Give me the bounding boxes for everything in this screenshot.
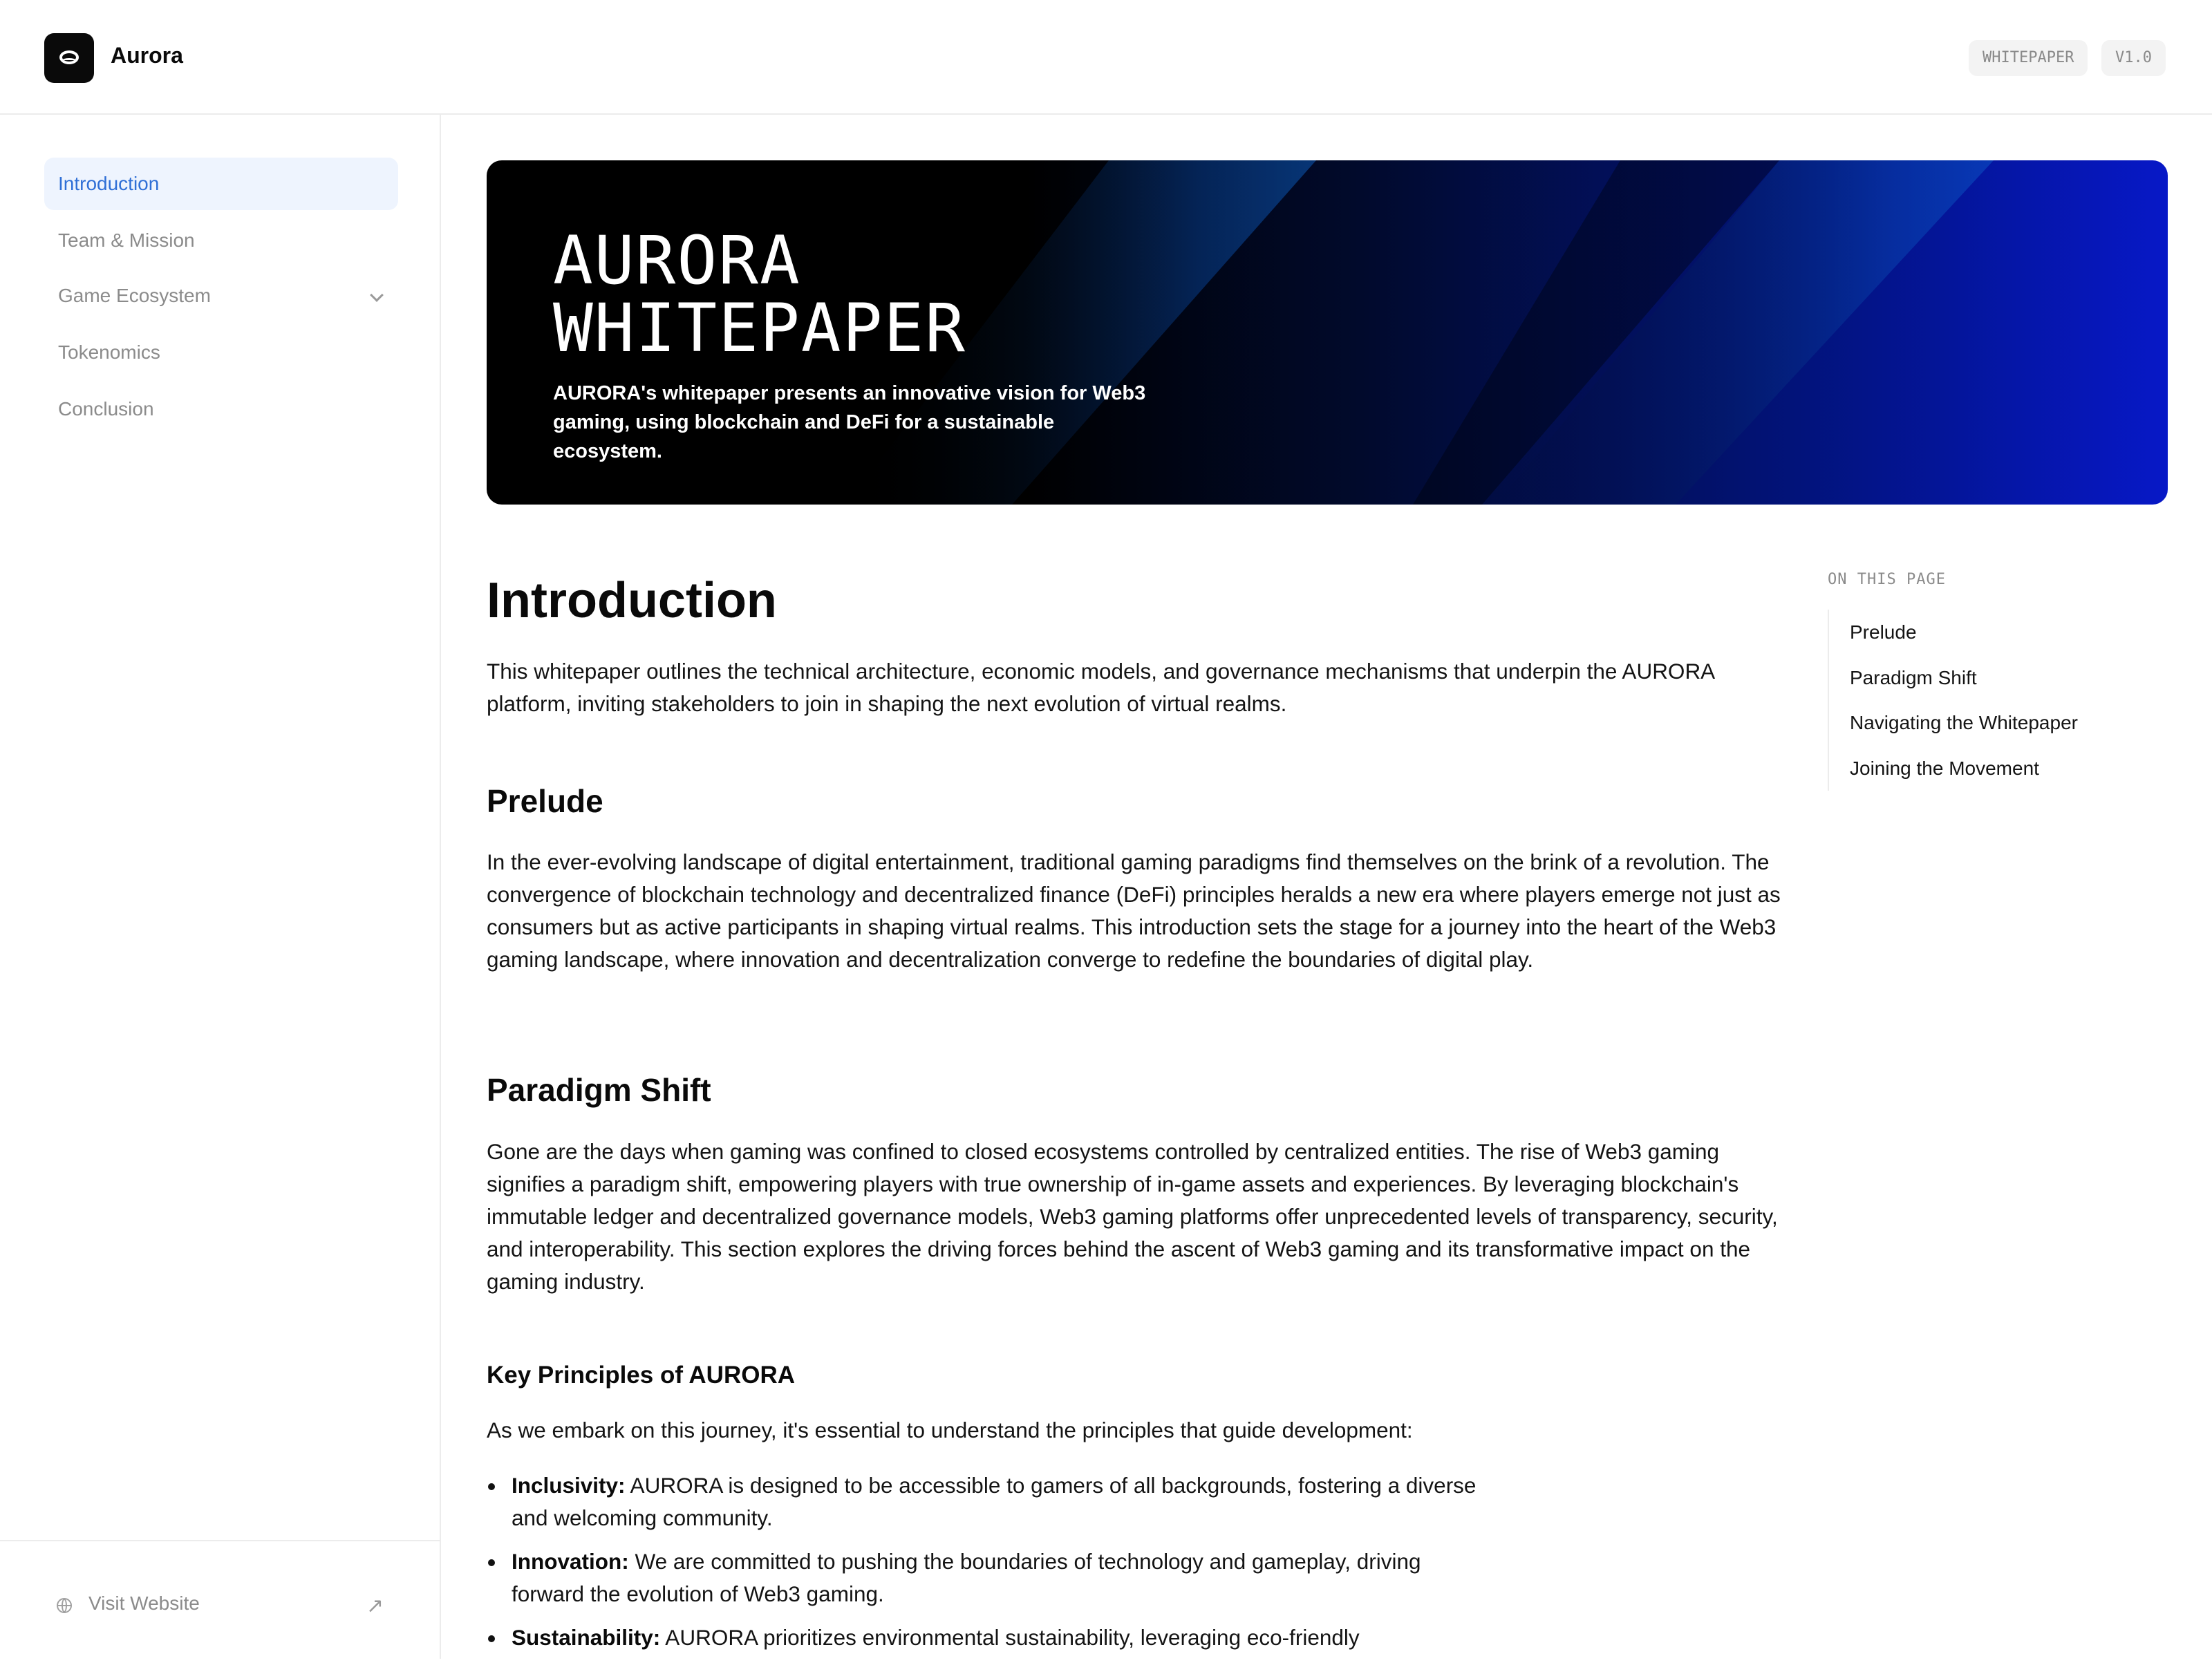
sidebar-item-game-ecosystem[interactable]: [44, 270, 398, 322]
principle-term: Inclusivity:: [512, 1473, 626, 1498]
intro-paragraph: This whitepaper outlines the technical architecture, economic models, and governance mechanisms that underpin the AURORA platform, inviting stakeholders to join in shaping the next evolution of virtual realms.: [487, 659, 1714, 716]
section-heading-prelude: Prelude: [487, 783, 603, 819]
visit-website-label: Visit Website: [88, 1592, 200, 1614]
list-item: [487, 1545, 1496, 1610]
hero-subtitle: AURORA's whitepaper presents an innovative vision for Web3 gaming, using blockchain and DeFi for a sustainable ecosystem.: [553, 382, 1146, 462]
section-heading-paradigm-shift: Paradigm Shift: [487, 1072, 711, 1108]
principle-term: Innovation:: [512, 1549, 629, 1574]
sidebar-item-tokenomics[interactable]: Tokenomics: [58, 341, 160, 363]
hero-title: [553, 222, 1313, 367]
chevron-down-icon[interactable]: [370, 288, 384, 302]
principles-list: [487, 1469, 1496, 1665]
globe-icon: [57, 1598, 72, 1613]
page-title: Introduction: [487, 573, 777, 628]
version-badge: V1.0: [2101, 40, 2166, 76]
principle-text: AURORA prioritizes environmental sustainability, leveraging eco-friendly: [660, 1625, 1360, 1650]
aurora-logo-icon[interactable]: [44, 33, 94, 83]
sidebar-item-team-mission[interactable]: Team & Mission: [58, 229, 195, 251]
external-link-icon: ↗: [366, 1595, 384, 1617]
top-bar: [0, 0, 2212, 115]
key-principles-lead: As we embark on this journey, it's essential to understand the principles that guide development:: [487, 1418, 1413, 1442]
sidebar: [0, 115, 441, 1659]
list-item: [487, 1469, 1496, 1534]
principle-term: Sustainability:: [512, 1625, 661, 1650]
brand-name[interactable]: Aurora: [111, 43, 183, 68]
visit-website-link[interactable]: [0, 1540, 440, 1659]
sidebar-item-introduction[interactable]: Introduction: [44, 158, 398, 210]
sidebar-item-conclusion[interactable]: Conclusion: [58, 398, 154, 420]
toc-item-prelude[interactable]: Prelude: [1850, 621, 1917, 643]
subsection-heading-key-principles: Key Principles of AURORA: [487, 1362, 796, 1389]
principle-text: AURORA is designed to be accessible to gamers of all backgrounds, fostering a diverse and welcoming community.: [512, 1473, 1477, 1530]
toc-item-joining-the-movement[interactable]: Joining the Movement: [1850, 757, 2039, 779]
principle-text: We are committed to pushing the boundaries of technology and gameplay, driving forward the evolution of Web3 gaming.: [512, 1549, 1421, 1606]
toc-item-paradigm-shift[interactable]: Paradigm Shift: [1850, 666, 1977, 688]
section-body-paradigm-shift: Gone are the days when gaming was confined to closed ecosystems controlled by centralized entities. The rise of Web3 gaming signifies a paradigm shift, empowering players with true ownership of in-game assets and experiences. By leveraging blockchain's immutable ledger and decentralized governance models, Web3 gaming platforms offer unprecedented levels of transparency, security, and interoperability. This section explores the driving forces behind the ascent of Web3 gaming and its transformative impact on the gaming industry.: [487, 1139, 1778, 1294]
hero-title-line-2: WHITEPAPER: [553, 290, 966, 367]
list-item: [487, 1621, 1496, 1654]
toc-list: [1828, 610, 2175, 791]
toc-title: ON THIS PAGE: [1828, 571, 1946, 588]
section-body-prelude: In the ever-evolving landscape of digital entertainment, traditional gaming paradigms find themselves on the brink of a revolution. The convergence of blockchain technology and decentralized finance (DeFi) principles heralds a new era where players emerge not just as consumers but as active participants in shaping virtual realms. This introduction sets the stage for a journey into the heart of the Web3 gaming landscape, where innovation and decentralization converge to redefine the boundaries of digital play.: [487, 849, 1781, 972]
toc-item-navigating-the-whitepaper[interactable]: Navigating the Whitepaper: [1850, 712, 2078, 733]
sidebar-item-label: Game Ecosystem: [58, 285, 211, 306]
hero-title-line-1: AURORA: [553, 222, 801, 299]
hero-banner: [487, 160, 2168, 505]
whitepaper-badge: WHITEPAPER: [1969, 40, 2088, 76]
on-this-page: [1828, 571, 2173, 779]
